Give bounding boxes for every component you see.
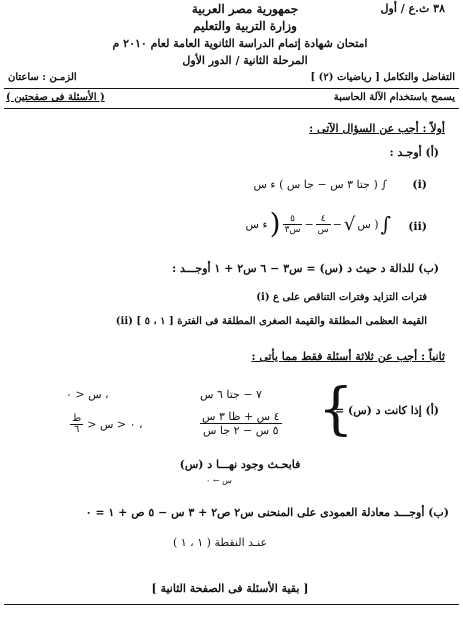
- subject-label: التفاضل والتكامل [ رياضيات (٢) ]: [310, 72, 455, 83]
- q1-part-b: (ب) للدالة د حيث د (س) = س٣ − ٦ س٢ + ١ أوجـــد :: [172, 262, 439, 275]
- q1-part-b-ii: (ii) القيمة العظمى المطلقة والقيمة الصغرى المطلقة فى الفترة [ ١ ، ٥ ]: [115, 316, 427, 327]
- q1-item-ii-close-paren: ): [269, 207, 281, 240]
- q2-case2-fraction: ٤ س + ظا ٣ س ٥ س − ٢ جا س: [202, 410, 280, 437]
- exam-title: امتحان شهادة إتمام الدراسة الثانوية العامة لعام ٢٠١٠ م: [112, 37, 368, 50]
- q1-item-ii-fraction-1: $\frac{٤}{\text{س}}$: [317, 213, 329, 235]
- q2-case2-condition: ، ٠ < س <: [87, 418, 143, 431]
- exam-stage: المرحلة الثانية / الدور الأول: [182, 54, 308, 67]
- continue-note: [ بقية الأسئلة فى الصفحة الثانية ]: [151, 582, 309, 595]
- q1-part-a-label: (أ) أوجـد :: [389, 146, 439, 159]
- q2-find-limit: فابحـث وجود نهـــا د (س): [179, 458, 301, 471]
- q2-case1-expression: ٧ − جتا ٦ س: [200, 388, 262, 401]
- q1-item-ii-integral: ∫: [380, 212, 391, 236]
- time-label: الزمـن : ساعتان: [8, 72, 77, 83]
- header-rule: [4, 88, 459, 89]
- exam-code: ٣٨ ث.ع / أول: [380, 2, 445, 15]
- ministry-title: وزارة التربية والتعليم: [193, 19, 297, 33]
- calculator-note: يسمح باستخدام الآلة الحاسبة: [333, 92, 455, 103]
- q1-item-i-label: (i): [412, 178, 427, 191]
- republic-title: جمهورية مصر العربية: [191, 2, 299, 16]
- q2-heading: ثانياً : أجب عن ثلاثة أسئلة فقط مما يأتى :: [251, 350, 445, 363]
- footer-rule: [4, 604, 459, 605]
- q1-item-ii-ds: ء س: [245, 217, 268, 231]
- q2-function-label: (أ) إذا كانت د (س) =: [334, 404, 439, 417]
- q1-item-ii-s: ( س: [357, 217, 379, 231]
- q1-item-i-expression: ∫ ( جتا ٣ س − جا س ) ء س: [253, 178, 387, 191]
- q2-case1-condition: ، س < ٠: [66, 388, 109, 401]
- q2-case2-pi-fraction: $\frac{\text{ط}}{٦}$: [72, 413, 82, 435]
- q1-item-ii-label: (ii): [408, 220, 427, 233]
- q1-part-b-i: (i) فترات التزايد وفترات التناقص على ع: [256, 292, 427, 303]
- q1-item-ii-expression: ء س ) $\frac{٥}{\text{س٣}}$ − $\frac{٤}{\text{س}}$ − √ ( س ∫: [245, 207, 391, 240]
- q2-limit-subscript: س ← ٠: [206, 476, 232, 485]
- q2-part-b-point: عنـد النقطة ( ١ ، ١ ): [172, 536, 268, 549]
- q2-case2-condition-group: [70, 414, 143, 435]
- q1-heading: أولاً : أجب عن السؤال الآتى :: [309, 122, 445, 135]
- header-rule-2: [4, 108, 459, 109]
- q2-part-b: (ب) أوجـــد معادلة العمودى على المنحنى س٢ ص٢ + ٣ س − ٥ ص + ١ = ٠: [85, 506, 449, 519]
- pages-note: ( الأسئلة فى صفحتين ): [6, 92, 105, 103]
- q1-item-ii-radical: √: [343, 213, 356, 235]
- q1-item-ii-fraction-2: $\frac{٥}{\text{س٣}}$: [284, 213, 301, 235]
- q2-piecewise-brace: {: [318, 377, 354, 442]
